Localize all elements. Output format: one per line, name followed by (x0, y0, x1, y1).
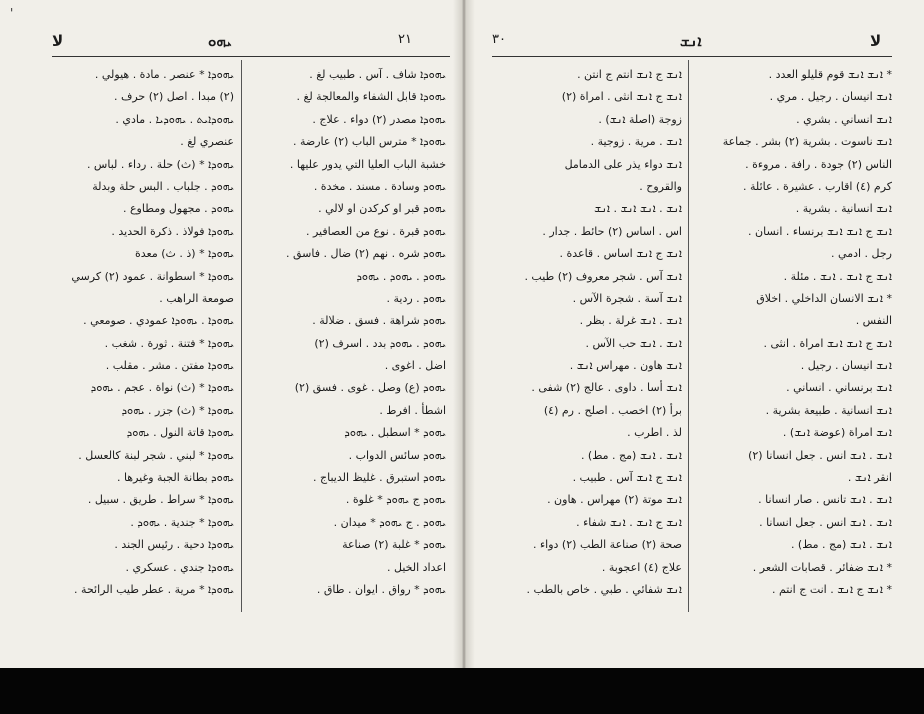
entry-line: خشبة الباب العليا التي يدور عليها . (289, 157, 446, 171)
right-header-center: ܐܢܫ (680, 32, 702, 50)
entry-line: ܐܢܫ هاون . مهراس ܐܢܫ . (569, 359, 682, 373)
entry-line: ܝܗܘܕ شره . نهم (٢) ضال . فاسق . (285, 247, 446, 261)
entry-line: ܝܗܘܕܐ * مترس الباب (٢) عارضة . (292, 135, 446, 149)
entry-line: زوجة (اصلة ܐܢܫ) . (598, 112, 682, 126)
entry-line: ܝܗܘܕܐ * فتنة . ثورة . شغب . (104, 336, 234, 350)
entry-line: ܐܢܫ ج ܐܢܫ انثى . امراة (٢) (561, 90, 682, 104)
entry-line: ܐܢܫ . ܐܢܫ (مج . مط) . (790, 538, 892, 552)
entry-line: ܝܗܘܕ شراهة . فسق . ضلالة . (312, 314, 446, 328)
right-page-header (472, 32, 924, 56)
entry-line: * ܐܢܫ ج ܐܢܫ . انت ج انتم . (771, 582, 892, 596)
entry-line: ܐܢܫ انسانية . طبيعة بشرية . (765, 403, 892, 417)
corner-mark: ' (10, 6, 14, 20)
entry-line: انقر ܐܢܫ . (847, 471, 892, 485)
entry-line: ܐܢܫ أسا . داوى . عالج (٢) شفى . (531, 381, 682, 395)
entry-line: رجل . ادمي . (831, 247, 892, 261)
entry-line: علاج (٤) اعجوبة . (601, 560, 682, 574)
entry-line: (٢) مبدا . اصل (٢) حرف . (113, 90, 234, 104)
entry-line: ܐܢܫ ج ܐܢܫ انتم ج انتن . (577, 68, 682, 81)
entry-line: ܐܢܫ . ܐܢܫ غرلة . بظر . (579, 314, 682, 328)
entry-line: ܝܗܘܕ . ܝܗܘܕ . ܝܗܘܕ (356, 269, 446, 283)
entry-line: اعداد الخيل . (387, 560, 446, 574)
entry-line: اس . اساس (٢) حائط . جدار . (542, 224, 682, 238)
entry-line: ܐܢܫ . ܐܢܫ تانس . صار انسانا . (758, 493, 892, 507)
entry-line: ܐܢܫ آس . شجر معروف (٢) طيب . (524, 269, 682, 283)
entry-line: ܝܗܘܕܐ قابل الشفاء والمعالجة لغ . (296, 90, 446, 104)
entry-line: ܐܢܫ ج ܐܢܫ ܐܢܫ امراة . انثى . (763, 336, 892, 350)
entry-line: ܐܢܫ انيسان . رجيل . مري . (769, 90, 892, 104)
entry-line: ܝܗܘܕ استبرق . غليظ الديباج . (313, 471, 446, 485)
entry-line: ܝܗܘܕ . مجهول ومطاوع . (122, 202, 234, 216)
entry-line: ܝܗܘܕ (ع) وصل . غوى . فسق (٢) (294, 381, 446, 395)
entry-line: الناس (٢) جودة . رافة . مروءة . (745, 157, 892, 171)
entry-line: ܝܗܘܕܐ مصدر (٢) دواء . علاج . (312, 112, 446, 126)
entry-line: صحة (٢) صناعة الطب (٢) دواء . (533, 538, 682, 552)
entry-line: ܝܗܘܕܐ * جندية . ܝܗܘܕ . (130, 515, 234, 529)
entry-line: ܐܢܫ . ܐܢܫ انس . جعل انسانا (٢) (748, 448, 892, 462)
entry-line: ܝܗܘܕܐ * (ذ . ث) معدة (135, 247, 234, 261)
entry-line: ܝܗܘܕܐ جندي . عسكري . (125, 560, 234, 574)
entry-line: ܝܗܘܕܐ * عنصر . مادة . هيولي . (94, 68, 234, 81)
entry-line: ܐܢܫ . ܐܢܫ ܐܢܫ . ܐܢܫ (594, 202, 682, 216)
entry-line: ܐܢܫ ج ܐܢܫ ܐܢܫ برنساء . انسان . (748, 224, 892, 238)
right-page-number: ٣٠ (492, 32, 506, 47)
entry-line: ܝܗܘܕ قبر او كركدن او لالي . (318, 202, 446, 216)
entry-line: ܝܗܘܕܐ فولاذ . ذكرة الحديد . (111, 224, 234, 238)
scanner-edge (0, 668, 924, 714)
entry-line: ܐܢܫ . ܐܢܫ (مج . مط) . (580, 448, 682, 462)
left-header-rule (52, 56, 450, 57)
entry-line: ܐܢܫ ج ܐܢܫ . ܐܢܫ شفاء . (576, 515, 682, 529)
entry-line: ܝܗܘܕܐ شاف . آس . طبيب لغ . (309, 68, 446, 81)
left-col-b (248, 64, 446, 601)
right-col-d (694, 64, 892, 601)
left-page-header (0, 32, 456, 56)
entry-line: ܝܗܘܕ بطانة الجبة وغيرها . (116, 471, 234, 485)
entry-line: ܐܢܫ برنساني . انساني . (786, 381, 892, 395)
entry-line: ܐܢܫ موتة (٢) مهراس . هاون . (547, 493, 682, 507)
entry-line: ܝܗܘܕܐ مفتن . مشر . مقلب . (105, 359, 234, 373)
entry-line: ܐܢܫ . ܐܢܫ انس . جعل انسانا . (759, 515, 892, 529)
entry-line: ܐܢܫ ناسوت . بشرية (٢) بشر . جماعة (722, 135, 892, 149)
entry-line: والقروح . (639, 179, 682, 193)
entry-line: ܝܗܘܕ * غلبة (٢) صناعة (342, 538, 446, 552)
entry-line: كرم (٤) اقارب . عشيرة . عائلة . (743, 179, 892, 193)
left-page-number: ٢١ (398, 32, 412, 47)
right-header-right: ﻻ (870, 32, 882, 50)
left-header-left: ﻻ (52, 32, 64, 50)
entry-line: * ܐܢܫ الانسان الداخلي . اخلاق (756, 291, 892, 305)
entry-line: ܝܗܘܕܐ * (ث) جزر . ܝܗܘܕ (121, 403, 234, 417)
entry-line: ܝܗܘܕܐ * اسطوانة . عمود (٢) كرسي (71, 269, 234, 283)
entry-line: ܝܗܘܕ * رواق . ايوان . طاق . (316, 582, 446, 596)
entry-line: ܝܗܘܕ . جلباب . البس حلة وبدلة (92, 179, 234, 193)
entry-line: ܝܗܘܕܐ * (ث) نواة . عجم . ܝܗܘܕ (90, 381, 234, 395)
entry-line: اضل . اغوى . (384, 359, 446, 373)
right-header-rule (492, 56, 892, 57)
entry-line: * ܐܢܫ ܐܢܫ قوم قليلو العدد . (768, 68, 892, 81)
entry-line: ܝܗܘܕܐܝܬ . ܝܗܘܕܝܐ . مادي . (115, 112, 234, 126)
entry-line: ܝܗܘܕܐ * لبني . شجر لبنة كالعسل . (78, 448, 234, 462)
entry-line: اشطأ . افرط . (379, 403, 446, 417)
left-header-center: ܝܗܘ (208, 32, 232, 50)
entry-line: ܐܢܫ ج ܐܢܫ آس . طبيب . (572, 471, 682, 485)
right-page (472, 0, 924, 668)
entry-line: ܐܢܫ آسة . شجرة الآس . (572, 291, 682, 305)
right-column-divider (688, 60, 689, 612)
entry-line: ܐܢܫ انيسان . رجيل . (800, 359, 892, 373)
entry-line: ܝܗܘܕ . ج ܝܗܘܕ * ميدان . (333, 515, 446, 529)
entry-line: ܝܗܘܕ سائس الدواب . (348, 448, 446, 462)
entry-line: ܝܗܘܕܐ * مرية . عطر طيب الرائحة . (74, 582, 234, 596)
entry-line: برأ (٢) اخصب . اصلح . رم (٤) (543, 403, 682, 417)
left-column-divider (241, 60, 242, 612)
entry-line: النفس . (855, 314, 892, 328)
entry-line: ܝܗܘܕ قبرة . نوع من العصافير . (305, 224, 446, 238)
entry-line: ܐܢܫ ج ܐܢܫ اساس . قاعدة . (559, 247, 682, 261)
entry-line: ܝܗܘܕܐ * سراط . طريق . سبيل . (87, 493, 234, 507)
entry-line: ܝܗܘܕ ج ܝܗܘܕ * غلوة . (345, 493, 446, 507)
entry-line: ܝܗܘܕܐ . ܝܗܘܕܐ عمودي . صومعي . (83, 314, 234, 328)
entry-line: ܐܢܫ ج ܐܢܫ . ܐܢܫ . مئلة . (783, 269, 892, 283)
entry-line: ܝܗܘܕ . ردية . (386, 291, 446, 305)
left-col-a (56, 64, 234, 601)
entry-line: ܝܗܘܕܐ دحية . رئيس الجند . (114, 538, 234, 552)
entry-line: عنصري لغ . (180, 135, 234, 149)
entry-line: ܝܗܘܕ وسادة . مسند . مخدة . (313, 179, 446, 193)
entry-line: لذ . اطرب . (627, 426, 682, 440)
entry-line: ܝܗܘܕ * اسطبل . ܝܗܘܕ (344, 426, 446, 440)
entry-line: ܝܗܘܕܐ * (ث) حلة . رداء . لباس . (86, 157, 234, 171)
entry-line: ܐܢܫ . مرية . زوجية . (590, 135, 682, 149)
entry-line: ܐܢܫ امراة (عوضة ܐܢܫ) . (782, 426, 892, 440)
entry-line: ܐܢܫ انساني . بشري . (796, 112, 892, 126)
left-page (0, 0, 456, 668)
entry-line: ܐܢܫ دواء يذر على الدمامل (564, 157, 682, 171)
entry-line: ܝܗܘܕ . ܝܗܘܕ بدد . اسرف (٢) (314, 336, 446, 350)
entry-line: صومعة الراهب . (159, 291, 234, 305)
right-col-c (494, 64, 682, 601)
entry-line: ܐܢܫ انسانية . بشرية . (795, 202, 892, 216)
entry-line: * ܐܢܫ ضفائر . قصابات الشعر . (752, 560, 892, 574)
entry-line: ܐܢܫ شفائي . طبي . خاص بالطب . (526, 582, 682, 596)
entry-line: ܐܢܫ . ܐܢܫ حب الآس . (585, 336, 682, 350)
entry-line: ܝܗܘܕܐ قاتة النول . ܝܗܘܕ (126, 426, 234, 440)
